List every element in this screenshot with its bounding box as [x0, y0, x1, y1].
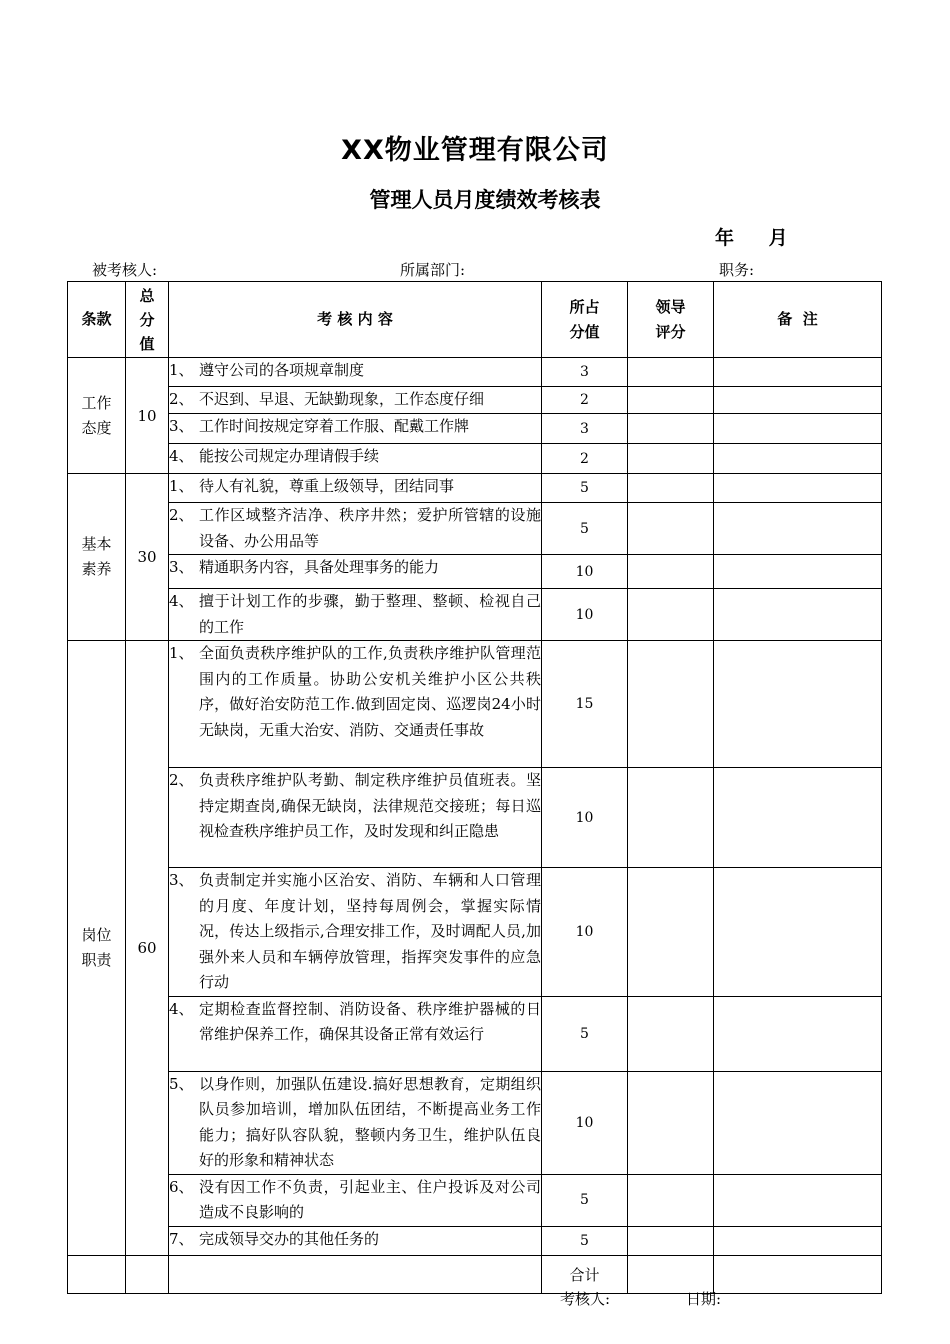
item-score: 3 [542, 358, 628, 387]
item-score: 2 [542, 444, 628, 474]
item-number: 4、 [169, 999, 194, 1018]
item-text: 擅于计划工作的步骤，勤于整理、整顿、检视自己的工作 [199, 592, 541, 636]
leader-score-cell[interactable] [628, 555, 714, 589]
leader-score-cell[interactable] [628, 1071, 714, 1174]
section-total: 60 [126, 641, 169, 1256]
sum-label: 合计 [542, 1255, 628, 1293]
remark-cell[interactable] [714, 555, 882, 589]
leader-score-cell[interactable] [628, 1226, 714, 1255]
leader-score-cell[interactable] [628, 768, 714, 868]
remark-cell[interactable] [714, 414, 882, 444]
item-content [169, 414, 542, 444]
remark-cell[interactable] [714, 768, 882, 868]
leader-score-cell[interactable] [628, 996, 714, 1071]
table-row [68, 996, 882, 1071]
item-content [169, 641, 542, 768]
assessor-label: 考核人: [560, 1290, 611, 1308]
remark-cell[interactable] [714, 641, 882, 768]
item-text: 没有因工作不负责，引起业主、住户投诉及对公司造成不良影响的 [199, 1177, 541, 1221]
item-text: 工作时间按规定穿着工作服、配戴工作牌 [199, 417, 470, 435]
item-text: 以身作则，加强队伍建设.搞好思想教育，定期组织队员参加培训，增加队伍团结，不断提高业务工作能力；搞好队容队貌，整顿内务卫生，维护队伍良好的形象和精神状态 [199, 1074, 541, 1169]
form-title: 管理人员月度绩效考核表 [369, 188, 601, 212]
item-score: 5 [542, 996, 628, 1071]
table-row [68, 768, 882, 868]
item-text: 遵守公司的各项规章制度 [199, 361, 365, 379]
leader-score-cell[interactable] [628, 1174, 714, 1226]
item-number: 2、 [169, 506, 194, 524]
leader-score-cell[interactable] [628, 641, 714, 768]
remark-cell[interactable] [714, 868, 882, 997]
item-number: 7、 [169, 1229, 194, 1248]
leader-score-cell[interactable] [628, 474, 714, 503]
item-content [169, 996, 542, 1071]
table-row [68, 555, 882, 589]
item-number: 2、 [169, 390, 194, 408]
remark-cell[interactable] [714, 387, 882, 414]
date-label: 日期: [686, 1290, 722, 1308]
header-total: 总 分 值 [126, 282, 169, 358]
item-score: 3 [542, 414, 628, 444]
item-number: 3、 [169, 417, 194, 435]
assessee-label: 被考核人: [92, 261, 158, 279]
item-score: 15 [542, 641, 628, 768]
table-row [68, 589, 882, 641]
item-number: 4、 [169, 592, 194, 610]
item-text: 定期检查监督控制、消防设备、秩序维护器械的日常维护保养工作，确保其设备正常有效运行 [199, 999, 541, 1043]
item-content [169, 1174, 542, 1226]
section-total: 30 [126, 474, 169, 641]
leader-score-cell[interactable] [628, 358, 714, 387]
table-row [68, 358, 882, 387]
item-content [169, 1071, 542, 1174]
item-score: 2 [542, 387, 628, 414]
header-remark: 备 注 [714, 282, 882, 358]
item-text: 精通职务内容，具备处理事务的能力 [199, 558, 440, 576]
section-name: 工作 态度 [68, 358, 126, 474]
remark-cell[interactable] [714, 589, 882, 641]
table-row [68, 503, 882, 555]
table-row [68, 641, 882, 768]
table-row [68, 474, 882, 503]
item-content [169, 387, 542, 414]
item-content [169, 503, 542, 555]
header-share: 所占 分值 [542, 282, 628, 358]
table-row [68, 414, 882, 444]
leader-score-cell[interactable] [628, 414, 714, 444]
item-number: 2、 [169, 771, 194, 789]
item-score: 10 [542, 589, 628, 641]
leader-score-cell[interactable] [628, 589, 714, 641]
item-number: 5、 [169, 1074, 194, 1093]
remark-cell[interactable] [714, 474, 882, 503]
table-row [68, 387, 882, 414]
item-text: 负责制定并实施小区治安、消防、车辆和人口管理的月度、年度计划，坚持每周例会，掌握实际情况，传达上级指示,合理安排工作，及时调配人员,加强外来人员和车辆停放管理，指挥突发事件的应急行动 [199, 871, 541, 991]
item-number: 1、 [169, 361, 194, 379]
item-content [169, 474, 542, 503]
table-row [68, 1071, 882, 1174]
position-label: 职务: [719, 261, 755, 279]
item-text: 工作区域整齐洁净、秩序井然；爱护所管辖的设施设备、办公用品等 [199, 506, 541, 550]
assessment-table [67, 281, 882, 1294]
section-total: 10 [126, 358, 169, 474]
item-content [169, 768, 542, 868]
item-number: 3、 [169, 871, 194, 889]
table-row [68, 1174, 882, 1226]
table-header-row [68, 282, 882, 358]
item-text: 完成领导交办的其他任务的 [199, 1229, 380, 1248]
leader-score-cell[interactable] [628, 387, 714, 414]
year-month-label [715, 223, 788, 250]
item-score: 5 [542, 1174, 628, 1226]
item-content [169, 589, 542, 641]
department-label: 所属部门: [400, 261, 466, 279]
remark-cell[interactable] [714, 996, 882, 1071]
item-number: 6、 [169, 1177, 194, 1196]
item-number: 4、 [169, 447, 194, 465]
section-name: 基本 素养 [68, 474, 126, 641]
item-text: 待人有礼貌，尊重上级领导，团结同事 [199, 477, 455, 495]
company-title: XX物业管理有限公司 [341, 135, 609, 166]
item-text: 不迟到、早退、无缺勤现象，工作态度仔细 [199, 390, 485, 408]
sum-remark-cell[interactable] [714, 1255, 882, 1293]
item-content [169, 555, 542, 589]
item-score: 10 [542, 768, 628, 868]
section-name: 岗位 职责 [68, 641, 126, 1256]
leader-score-cell[interactable] [628, 503, 714, 555]
item-text: 全面负责秩序维护队的工作,负责秩序维护队管理范围内的工作质量。协助公安机关维护小区公共秩序，做好治安防范工作.做到固定岗、巡逻岗24小时无缺岗，无重大治安、消防、交通责任事故 [199, 644, 541, 739]
item-content [169, 868, 542, 997]
sum-row [68, 1255, 882, 1293]
item-score: 5 [542, 474, 628, 503]
remark-cell[interactable] [714, 1226, 882, 1255]
remark-cell[interactable] [714, 503, 882, 555]
item-text: 能按公司规定办理请假手续 [199, 447, 380, 465]
item-content [169, 358, 542, 387]
item-score: 5 [542, 1226, 628, 1255]
item-text: 负责秩序维护队考勤、制定秩序维护员值班表。坚持定期查岗,确保无缺岗，法律规范交接班；每日巡视检查秩序维护员工作，及时发现和纠正隐患 [199, 771, 541, 840]
remark-cell[interactable] [714, 1174, 882, 1226]
header-content: 考 核 内 容 [169, 282, 542, 358]
table-row [68, 444, 882, 474]
remark-cell[interactable] [714, 444, 882, 474]
item-number: 1、 [169, 644, 194, 662]
item-number: 3、 [169, 558, 194, 576]
table-row [68, 1226, 882, 1255]
remark-cell[interactable] [714, 358, 882, 387]
year-label: 年 [715, 227, 735, 249]
remark-cell[interactable] [714, 1071, 882, 1174]
month-label: 月 [768, 227, 788, 249]
item-content [169, 1226, 542, 1255]
header-clause: 条款 [68, 282, 126, 358]
item-score: 10 [542, 1071, 628, 1174]
item-score: 10 [542, 555, 628, 589]
item-score: 10 [542, 868, 628, 997]
header-leader-score: 领导 评分 [628, 282, 714, 358]
table-row [68, 868, 882, 997]
item-score: 5 [542, 503, 628, 555]
leader-score-cell[interactable] [628, 444, 714, 474]
leader-score-cell[interactable] [628, 868, 714, 997]
item-content [169, 444, 542, 474]
item-number: 1、 [169, 477, 194, 495]
